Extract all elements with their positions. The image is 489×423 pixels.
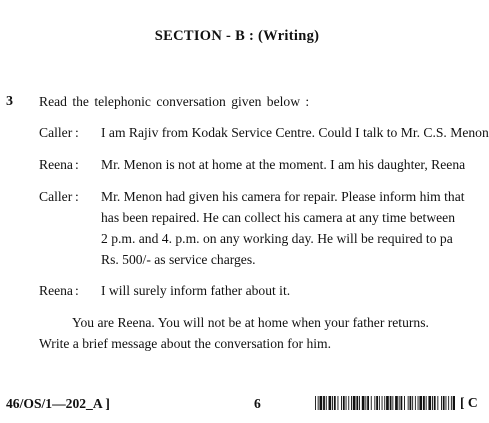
question-number: 3 <box>6 94 13 109</box>
barcode-icon <box>315 396 455 410</box>
dialogue-line: Rs. 500/- as service charges. <box>101 252 256 267</box>
speaker-colon: : <box>75 125 79 140</box>
speaker-caller: Caller <box>39 189 73 204</box>
task-line-1: You are Reena. You will not be at home when your father returns. <box>72 315 429 330</box>
speaker-colon: : <box>75 157 79 172</box>
footer-code: 46/OS/1—202_A ] <box>6 396 110 411</box>
dialogue-line: Mr. Menon is not at home at the moment. I am his daughter, Reena <box>101 157 466 172</box>
footer-page-number: 6 <box>254 396 261 411</box>
speaker-reena: Reena <box>39 157 73 172</box>
speaker-colon: : <box>75 189 79 204</box>
footer-right-fragment: [ C <box>460 395 478 410</box>
speaker-reena: Reena <box>39 283 73 298</box>
dialogue-line: Mr. Menon had given his camera for repair. Please inform him that <box>101 189 465 204</box>
dialogue-line: I will surely inform father about it. <box>101 283 291 298</box>
dialogue-line: I am Rajiv from Kodak Service Centre. Could I talk to Mr. C.S. Menon <box>101 125 489 140</box>
task-line-2: Write a brief message about the conversation for him. <box>39 336 331 351</box>
speaker-caller: Caller <box>39 125 73 140</box>
dialogue-line: has been repaired. He can collect his camera at any time between <box>101 210 456 225</box>
speaker-colon: : <box>75 283 79 298</box>
question-instruction: Read the telephonic conversation given below : <box>39 94 310 109</box>
dialogue-line: 2 p.m. and 4. p.m. on any working day. He will be required to pa <box>101 231 453 246</box>
section-title: SECTION - B : (Writing) <box>154 28 320 44</box>
